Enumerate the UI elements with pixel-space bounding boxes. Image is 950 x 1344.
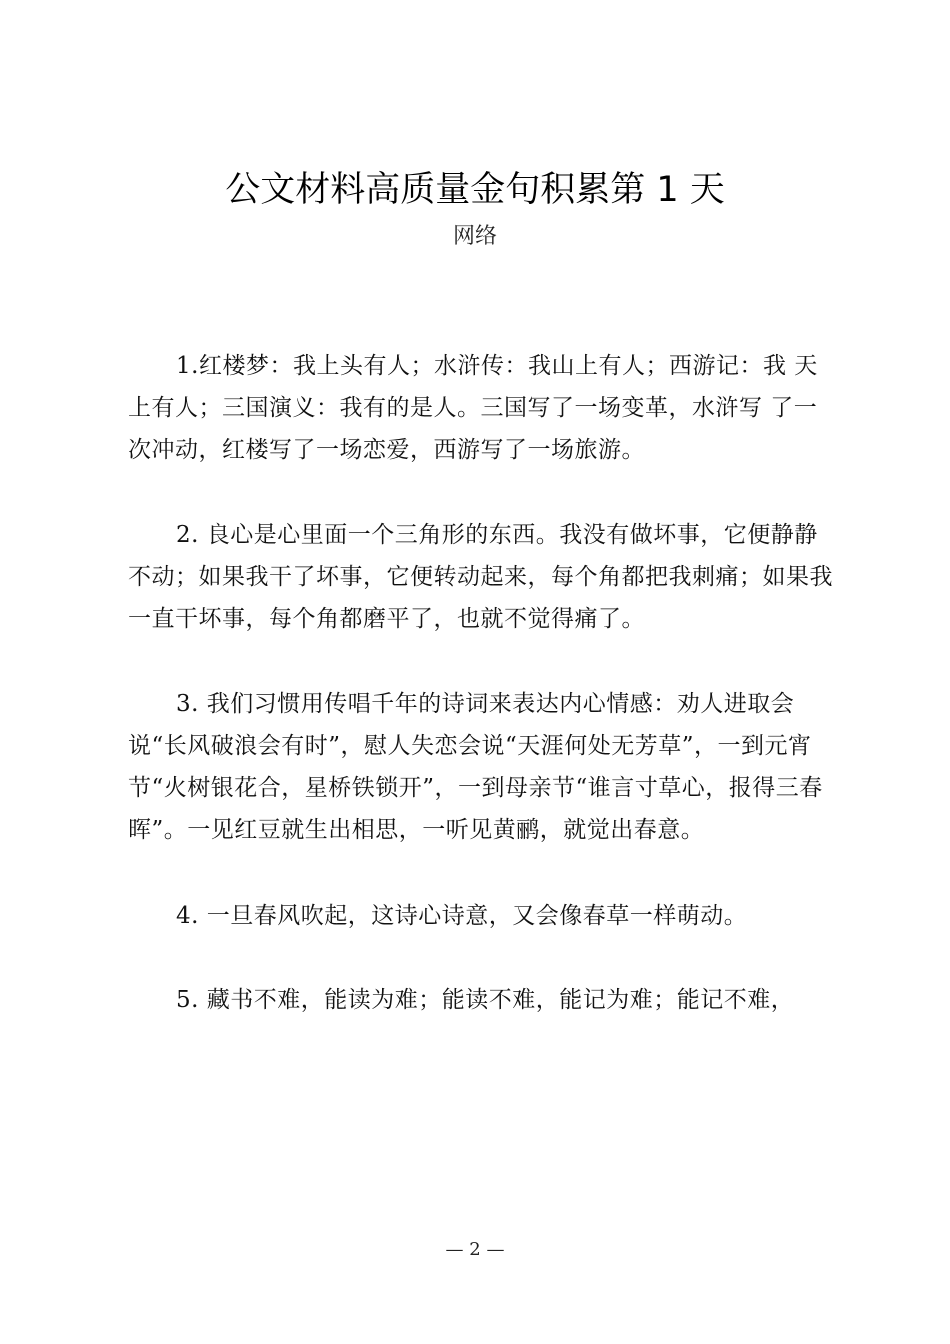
paragraph-4: 4. 一旦春风吹起，这诗心诗意，又会像春草一样萌动。	[176, 903, 748, 929]
paragraph-3: 3. 我们习惯用传唱千年的诗词来表达内心情感：劝人进取会说“长风破浪会有时”，慰人失恋会说“天涯何处无芳草”，一到元宵节“火树银花合，星桥铁锁开”，一到母亲节“谁言寸草心，报得三春晖”。一见红豆就生出相思，一听见黄鹂，就觉出春意。	[128, 691, 823, 843]
paragraph-5: 5. 藏书不难，能读为难；能读不难，能记为难；能记不难，	[176, 987, 795, 1013]
page-number: — 2 —	[445, 1239, 505, 1260]
document-title: 公文材料高质量金句积累第 1 天	[225, 170, 725, 210]
paragraph-1: 1.红楼梦：我上头有人；水浒传：我山上有人；西游记：我 天上有人；三国演义：我有的是人。三国写了一场变革，水浒写 了一次冲动，红楼写了一场恋爱，西游写了一场旅游。	[128, 353, 818, 463]
document-author: 网络	[452, 224, 497, 249]
paragraph-2: 2. 良心是心里面一个三角形的东西。我没有做坏事，它便静静不动；如果我干了坏事，它便转动起来，每个角都把我刺痛；如果我一直干坏事，每个角都磨平了，也就不觉得痛了。	[128, 522, 833, 632]
